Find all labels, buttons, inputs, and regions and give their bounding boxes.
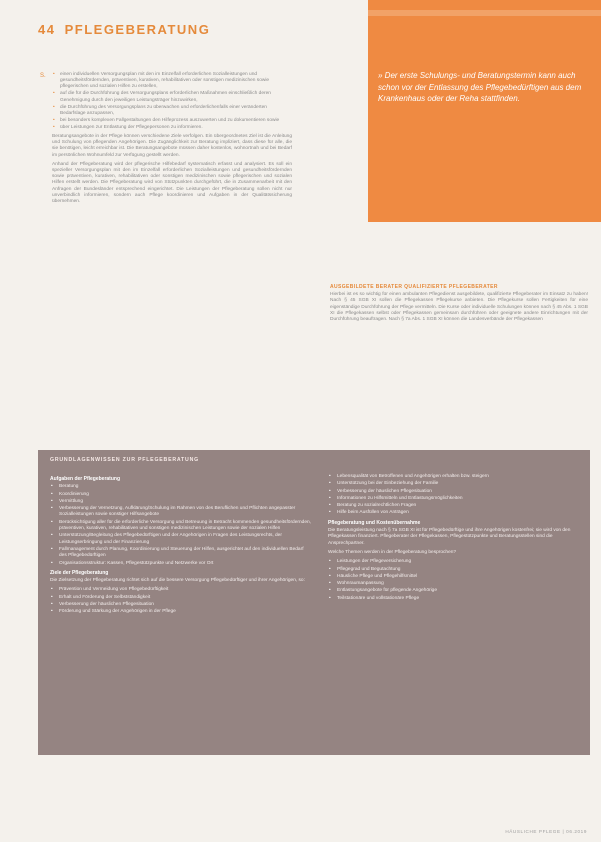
body-paragraph: Beratungsangebote in der Pflege können verschiedene Ziele verfolgen. Ein übergeordnetes Ziel ist die Anleitung und Schulung von pflegenden Angehörigen. Die Zugänglichkeit zur Beratung impliziert, dass diese für alle, die sie benötigen, leicht erreichbar ist. Die Beratungsangebote müssen daher kostenlos, wohnortnah und bei Bedarf im persönlichen Wohnumfeld zur Verfügung gestellt werden.: [52, 134, 292, 158]
list-item: • Beratung zu sozialrechtlichen Fragen: [337, 503, 578, 509]
list-item: • Vermittlung: [59, 499, 312, 505]
info-list: [50, 587, 312, 615]
list-item: • Unterstützung/Begleitung des Pflegebedürftigen und der Angehörigen in Fragen des Leistungsrechts, der Leistungserbringung und der Finanzierung: [59, 533, 312, 546]
list-item: • einen individuellen Versorgungsplan mit den im Einzelfall erforderlichen Sozialleistungen und gesundheitsfördernden, präventiven, kurativen, rehabilitativen oder sonstigen medizinischen sowie pflegerischen und sozialen Hilfen zu erstellen,: [60, 72, 292, 91]
info-heading: Pflegeberatung und Kostenübernahme: [328, 519, 421, 526]
info-box-left-column: [50, 474, 312, 619]
list-item: • bei besonders komplexen Fallgestaltungen den Hilfeprozess auszuwerten und zu dokumentieren sowie: [60, 118, 292, 124]
info-paragraph: Welche Themen werden in der Pflegeberatung besprochen?: [328, 549, 457, 555]
list-item: • Erhalt und Förderung der Selbstständigkeit: [59, 595, 312, 601]
list-item: • Häusliche Pflege und Pflegehilfsmittel: [337, 574, 578, 580]
body-paragraph: Hierbei ist es so wichtig für einen ambulanten Pflegedienst ausgebildete, qualifizierte Pflegeberater im Einsatz zu haben! Nach § 45 SGB XI sollen die Pflegekassen Pflegekurse anbieten. Die Pflegekurse sollen Fertigkeiten für eine eigenständige Durchführung der Pflege vermitteln. Die Kurse oder individuelle Schulungen können nach § 45 Abs. 1 SGB XI die Pflegekassen selbst oder Pflegekassen gemeinsam durchführen oder geeignete andere Einrichtungen mit der Durchführung beauftragen. Nach § 7a Abs. 1 SGB XI können die Landesverbände der Pflegekassen: [330, 292, 588, 323]
list-item: • Hilfe beim Ausfüllen von Anträgen: [337, 510, 578, 516]
list-item: • Prävention und Vermeidung von Pflegebedürftigkeit: [59, 587, 312, 593]
list-item: • Verbesserung der häuslichen Pflegesituation: [59, 602, 312, 608]
left-column: [52, 72, 292, 208]
list-item: • Lebensqualität von Betroffenen und Angehörigen erhalten bzw. steigern: [337, 474, 578, 480]
list-item: • Koordinierung: [59, 492, 312, 498]
page-footer: HÄUSLICHE PFLEGE | 06.2019: [505, 829, 587, 834]
section-title: PFLEGEBERATUNG: [64, 22, 211, 37]
quote-box: [368, 0, 601, 222]
info-paragraph: Die Beratungsleistung nach § 7a SGB XI ist für Pflegebedürftige und ihre Angehörigen kostenfrei; sie wird von den Pflegekassen finanziert. Pflegeberater der Pflegekassen, Pflegestützpunkte und Beratungsstellen sind die Ansprechpartner.: [328, 528, 571, 546]
list-item: • Verbesserung der Vernetzung, Aufklärung/Schulung im Rahmen von des Beruflichen und Pflichten angepasster Sozialleistungen sowie sonstiger Hilfsangebote: [59, 506, 312, 519]
page-number: 44: [38, 22, 56, 37]
subsection-heading: AUSGEBILDETE BERATER QUALIFIZIERTE PFLEGEBERATER: [330, 284, 498, 290]
list-item: • über Leistungen zur Entlastung der Pflegepersonen zu informieren.: [60, 125, 292, 131]
info-list: [328, 559, 578, 602]
list-item: • Beratung: [59, 484, 312, 490]
quote-stripe: [368, 10, 601, 16]
list-item: • Fallmanagement durch Planung, Koordinierung und Steuerung der Hilfen, ausgerichtet auf den individuellen Bedarf des Pflegebedürftigen: [59, 547, 312, 560]
list-item: • Verbesserung der häuslichen Pflegesituation: [337, 489, 578, 495]
list-item: • Teilstationäre und vollstationäre Pflege: [337, 596, 578, 602]
body-paragraph: Anhand der Pflegeberatung wird der pflegerische Hilfebedarf systematisch erfasst und analysiert. Es soll ein spezieller Versorgungsplan mit den im Einzelfall erforderlichen Sozialleistungen und gesundheitsfördernden sowie präventiven, kurativen, rehabilitativen oder sonstigen medizinischen sowie pflegerischen und sozialen Hilfen erstellt werden. Die Pflegeberatung wird von Stützpunkten durchgeführt, die in Zusammenarbeit mit den Anfragen der Bundesländer entsprechend eingerichtet. Die Leistungen der Pflegeberatung sollen nicht nur unverbindlich informieren, sondern auch Pflege koordinieren und Aufgaben in der Qualitätssicherung übernehmen.: [52, 161, 292, 205]
list-item: • Entlastungsangebote für pflegende Angehörige: [337, 588, 578, 594]
list-item: • die Durchführung des Versorgungsplans zu überwachen und erforderlichenfalls einer veränderten Bedarfslage anzupassen,: [60, 105, 292, 117]
list-item: • Informationen zu Hilfsmitteln und Entlastungsmöglichkeiten: [337, 496, 578, 502]
info-paragraph: Die Zielsetzung der Pflegeberatung richtet sich auf die bessere Versorgung Pflegebedürftiger und ihrer Angehörigen, so:: [50, 578, 305, 584]
list-item: • Organisationsstruktur: Kassen, Pflegestützpunkte und Netzwerke vor Ort: [59, 561, 312, 567]
list-item: • Berücksichtigung aller für die erforderliche Versorgung und Betreuung in Betracht kommenden gesundheitsfördernden, präventiven, kurativen, rehabilitativen und sonstigen medizinischen Leistungen sowie der sozialen Hilfen: [59, 520, 312, 533]
pull-quote: » Der erste Schulungs- und Beratungstermin kann auch schon vor der Entlassung des Pflegebedürftigen aus dem Krankenhaus oder der Reha stattfinden.: [378, 71, 582, 103]
list-item: • Unterstützung bei der Einbeziehung der Familie: [337, 481, 578, 487]
info-heading: Ziele der Pflegeberatung: [50, 569, 109, 576]
left-bullet-list: [52, 72, 292, 131]
info-box-right-column: [328, 474, 578, 605]
list-item: • auf die für die Durchführung des Versorgungsplans erforderlichen Maßnahmen einschließlich deren Genehmigung durch den jeweiligen Leistungsträger hinzuwirken,: [60, 91, 292, 103]
info-list: [50, 484, 312, 567]
info-box-title: GRUNDLAGENWISSEN ZUR PFLEGEBERATUNG: [50, 457, 199, 463]
right-column: [330, 284, 588, 326]
info-box: [38, 450, 590, 755]
list-item: • Wohnraumanpassung: [337, 581, 578, 587]
list-item: • Pflegegrad und Begutachtung: [337, 567, 578, 573]
margin-mark: S.: [40, 73, 46, 79]
list-item: • Leistungen der Pflegeversicherung: [337, 559, 578, 565]
info-list: [328, 474, 578, 517]
info-heading: Aufgaben der Pflegeberatung: [50, 476, 121, 482]
page-header: [38, 22, 210, 37]
list-item: • Förderung und Stärkung der Angehörigen in der Pflege: [59, 609, 312, 615]
